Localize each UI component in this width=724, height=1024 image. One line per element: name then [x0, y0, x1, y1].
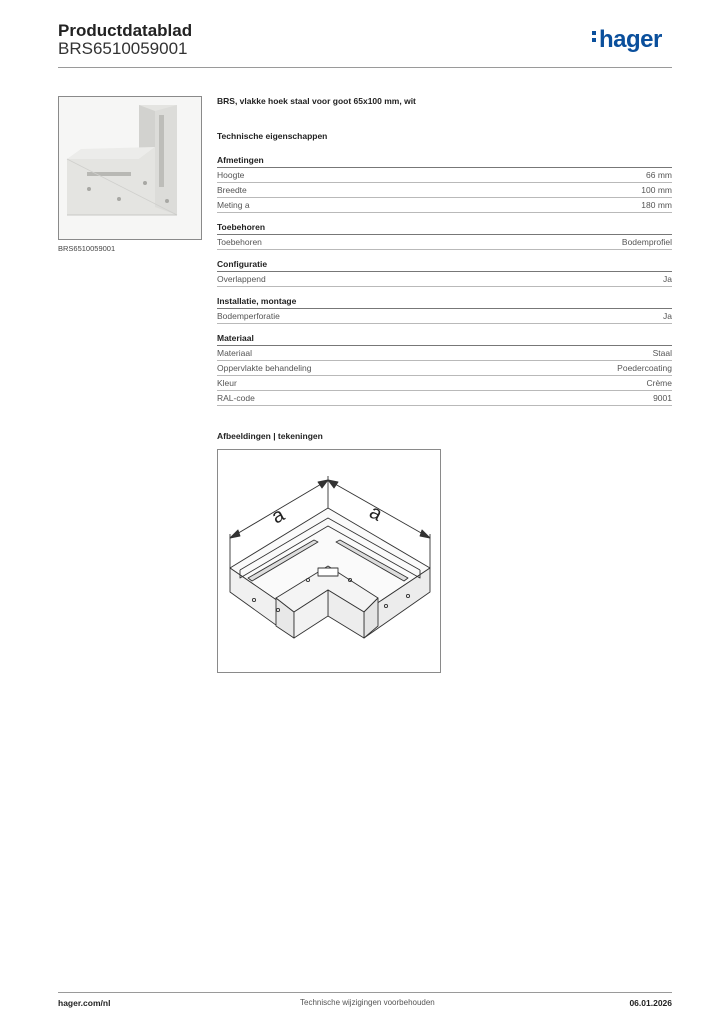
spec-value: Crème: [646, 378, 672, 388]
spec-value: 180 mm: [641, 200, 672, 210]
group-toebehoren: [217, 222, 672, 250]
spec-label: Bodemperforatie: [217, 311, 280, 321]
spec-label: Meting a: [217, 200, 250, 210]
photo-caption: BRS6510059001: [58, 244, 116, 253]
spec-row: [217, 183, 672, 198]
spec-row: [217, 235, 672, 250]
technical-drawing-image: [218, 450, 440, 672]
group-title: Configuratie: [217, 259, 672, 272]
hager-logo: [592, 26, 662, 54]
technical-drawing: [217, 449, 441, 673]
spec-value: 66 mm: [646, 170, 672, 180]
header-divider: [58, 67, 672, 68]
spec-row: [217, 361, 672, 376]
dimension-label-left: a: [268, 503, 289, 529]
footer-divider: [58, 992, 672, 993]
footer-website-link[interactable]: hager.com/nl: [58, 998, 111, 1008]
group-title: Materiaal: [217, 333, 672, 346]
spec-value: Ja: [663, 311, 672, 321]
product-code: BRS6510059001: [58, 39, 188, 58]
spec-label: Toebehoren: [217, 237, 262, 247]
footer-notice: Technische wijzigingen voorbehouden: [300, 998, 435, 1007]
product-photo: [58, 96, 202, 240]
spec-label: Hoogte: [217, 170, 245, 180]
logo-dots-icon: [592, 31, 597, 45]
tech-properties-heading: Technische eigenschappen: [217, 131, 328, 141]
spec-row: [217, 346, 672, 361]
spec-value: Poedercoating: [617, 363, 672, 373]
dimension-label-right: a: [365, 500, 386, 526]
logo-text: hager: [599, 26, 662, 53]
product-photo-image: [59, 97, 201, 239]
group-afmetingen: [217, 155, 672, 213]
footer-date: 06.01.2026: [629, 998, 672, 1008]
spec-value: 100 mm: [641, 185, 672, 195]
group-title: Installatie, montage: [217, 296, 672, 309]
spec-row: [217, 272, 672, 287]
product-description: BRS, vlakke hoek staal voor goot 65x100 mm, wit: [217, 96, 416, 106]
spec-label: Materiaal: [217, 348, 252, 358]
spec-value: Staal: [652, 348, 672, 358]
spec-label: RAL-code: [217, 393, 255, 403]
group-configuratie: [217, 259, 672, 287]
spec-label: Kleur: [217, 378, 237, 388]
spec-label: Breedte: [217, 185, 247, 195]
page-title: Productdatablad: [58, 21, 193, 40]
spec-row: [217, 309, 672, 324]
spec-row: [217, 376, 672, 391]
spec-row: [217, 168, 672, 183]
group-title: Toebehoren: [217, 222, 672, 235]
group-installatie: [217, 296, 672, 324]
spec-row: [217, 391, 672, 406]
spec-row: [217, 198, 672, 213]
spec-value: Ja: [663, 274, 672, 284]
spec-section: [217, 96, 672, 415]
spec-value: Bodemprofiel: [621, 237, 672, 247]
group-title: Afmetingen: [217, 155, 672, 168]
spec-value: 9001: [653, 393, 672, 403]
drawings-heading: Afbeeldingen | tekeningen: [217, 431, 323, 441]
group-materiaal: [217, 333, 672, 406]
spec-label: Overlappend: [217, 274, 266, 284]
spec-label: Oppervlakte behandeling: [217, 363, 312, 373]
